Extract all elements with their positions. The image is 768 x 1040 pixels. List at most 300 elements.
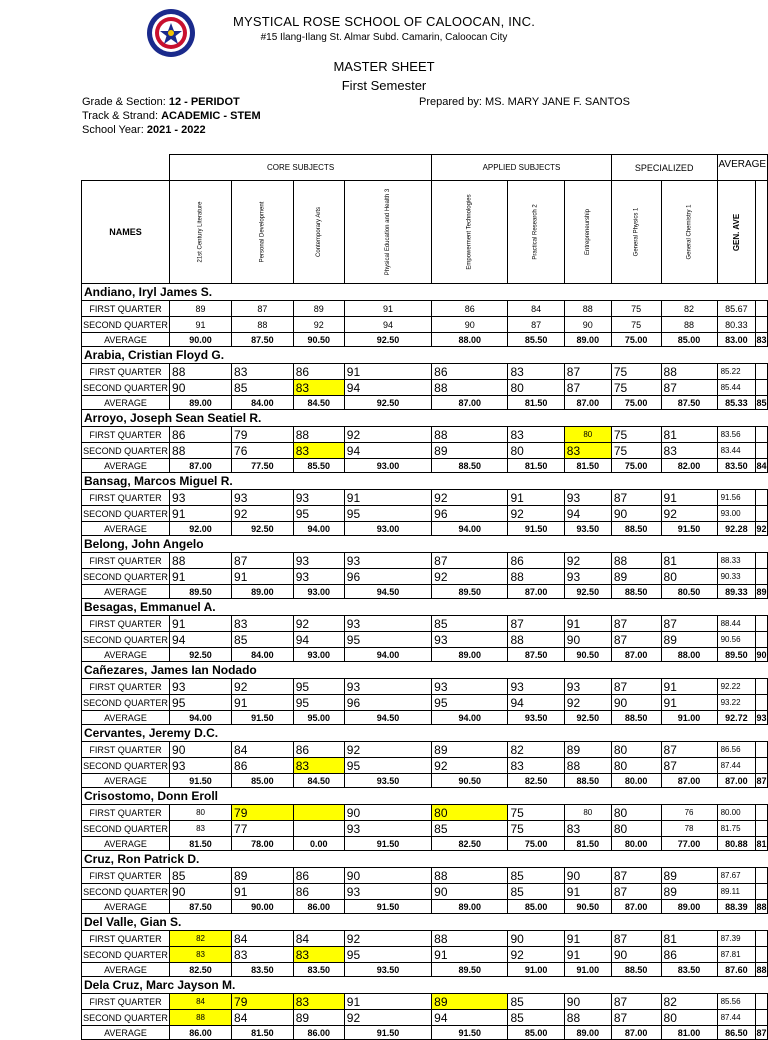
average-cell: 89.00 bbox=[564, 333, 611, 347]
quarter-average: 80.00 bbox=[717, 805, 756, 821]
average-label: AVERAGE bbox=[82, 1026, 170, 1040]
quarter-average: 87.67 bbox=[717, 868, 756, 884]
grade-cell: 88 bbox=[432, 427, 508, 443]
average-label: AVERAGE bbox=[82, 522, 170, 536]
final-grade-empty bbox=[756, 695, 768, 711]
grade-cell: 90 bbox=[611, 947, 661, 963]
grade-cell: 80 bbox=[661, 569, 717, 585]
average-cell: 89.50 bbox=[432, 585, 508, 599]
final-grade-empty bbox=[756, 947, 768, 963]
grade-cell: 88 bbox=[432, 868, 508, 884]
grade-cell: 87 bbox=[432, 553, 508, 569]
student-name: Besagas, Emmanuel A. bbox=[82, 599, 756, 616]
grade-cell: 93 bbox=[170, 679, 232, 695]
final-grade-empty bbox=[756, 632, 768, 648]
grade-cell: 91 bbox=[170, 616, 232, 632]
average-cell: 92.50 bbox=[232, 522, 294, 536]
second-quarter-row bbox=[82, 758, 768, 774]
student-name: Belong, John Angelo bbox=[82, 536, 756, 553]
final-grade-empty bbox=[756, 742, 768, 758]
grade-cell: 82 bbox=[508, 742, 564, 758]
grade-cell: 85 bbox=[508, 884, 564, 900]
final-grade-empty bbox=[756, 884, 768, 900]
grade-cell: 90 bbox=[611, 695, 661, 711]
grade-cell: 80 bbox=[508, 443, 564, 459]
grade-cell: 87 bbox=[661, 758, 717, 774]
average-cell: 88.00 bbox=[661, 648, 717, 662]
second-quarter-row bbox=[82, 947, 768, 963]
grade-cell: 92 bbox=[293, 616, 344, 632]
first-quarter-row bbox=[82, 868, 768, 884]
grade-cell: 87 bbox=[661, 742, 717, 758]
quarter-label: SECOND QUARTER bbox=[82, 821, 170, 837]
average-row bbox=[82, 459, 768, 473]
final-grade-empty bbox=[756, 427, 768, 443]
average-cell: 88.50 bbox=[611, 522, 661, 536]
grade-cell: 92 bbox=[564, 695, 611, 711]
average-cell: 87.50 bbox=[661, 396, 717, 410]
name-row-tail bbox=[756, 473, 768, 490]
second-quarter-row bbox=[82, 317, 768, 333]
average-cell: 80.50 bbox=[661, 585, 717, 599]
quarter-average: 86.56 bbox=[717, 742, 756, 758]
subject-header: Practical Research 2 bbox=[508, 181, 564, 284]
average-cell: 91.50 bbox=[661, 522, 717, 536]
second-quarter-row bbox=[82, 695, 768, 711]
student-rows bbox=[82, 284, 768, 1040]
grade-cell: 89 bbox=[611, 569, 661, 585]
quarter-average: 85.67 bbox=[717, 301, 756, 317]
group-header-row bbox=[82, 155, 768, 181]
average-cell: 91.50 bbox=[432, 1026, 508, 1040]
school-address: #15 Ilang-Ilang St. Almar Subd. Camarin, Caloocan City bbox=[260, 32, 508, 43]
average-cell: 88.00 bbox=[432, 333, 508, 347]
grade-cell: 80 bbox=[661, 1010, 717, 1026]
final-grade-empty bbox=[756, 679, 768, 695]
student-name-row bbox=[82, 725, 768, 742]
grade-cell: 88 bbox=[432, 380, 508, 396]
page-title: MASTER SHEET bbox=[333, 59, 435, 74]
grade-cell: 83 bbox=[508, 427, 564, 443]
average-cell: 80.00 bbox=[611, 837, 661, 851]
grade-cell: 93 bbox=[344, 884, 431, 900]
grade-cell: 86 bbox=[293, 884, 344, 900]
quarter-label: FIRST QUARTER bbox=[82, 490, 170, 506]
general-average: 92.28 bbox=[717, 522, 756, 536]
first-quarter-row bbox=[82, 490, 768, 506]
grade-cell: 93 bbox=[293, 553, 344, 569]
grade-cell: 83 bbox=[564, 443, 611, 459]
student-name-row bbox=[82, 851, 768, 868]
grade-cell: 88 bbox=[508, 569, 564, 585]
grade-cell: 93 bbox=[293, 490, 344, 506]
grade-cell: 89 bbox=[564, 742, 611, 758]
average-cell: 87.00 bbox=[432, 396, 508, 410]
student-name-row bbox=[82, 473, 768, 490]
quarter-label: FIRST QUARTER bbox=[82, 742, 170, 758]
name-row-tail bbox=[756, 284, 768, 301]
average-cell: 82.50 bbox=[508, 774, 564, 788]
student-name-row bbox=[82, 599, 768, 616]
grade-cell: 88 bbox=[232, 317, 294, 333]
final-grade-empty bbox=[756, 317, 768, 333]
subject-header: Contemporary Arts bbox=[293, 181, 344, 284]
average-cell: 81.50 bbox=[564, 837, 611, 851]
general-average: 86.50 bbox=[717, 1026, 756, 1040]
grade-cell: 93 bbox=[564, 569, 611, 585]
final-grade: 84 bbox=[756, 460, 767, 471]
grade-cell: 89 bbox=[293, 1010, 344, 1026]
average-cell: 89.00 bbox=[432, 900, 508, 914]
grade-cell: 80 bbox=[432, 805, 508, 821]
average-cell: 85.50 bbox=[293, 459, 344, 473]
student-name: Cervantes, Jeremy D.C. bbox=[82, 725, 756, 742]
general-average: 80.88 bbox=[717, 837, 756, 851]
grade-cell: 90 bbox=[170, 380, 232, 396]
average-cell: 91.50 bbox=[170, 774, 232, 788]
semester-label: First Semester bbox=[341, 78, 427, 93]
quarter-average: 87.81 bbox=[717, 947, 756, 963]
average-label: AVERAGE bbox=[82, 648, 170, 662]
average-cell: 81.50 bbox=[564, 459, 611, 473]
name-row-tail bbox=[756, 410, 768, 427]
grade-cell: 94 bbox=[432, 1010, 508, 1026]
grade-cell: 80 bbox=[564, 427, 611, 443]
average-cell: 91.50 bbox=[344, 1026, 431, 1040]
quarter-average: 89.11 bbox=[717, 884, 756, 900]
quarter-average: 85.22 bbox=[717, 364, 756, 380]
grade-cell: 91 bbox=[564, 947, 611, 963]
average-label: AVERAGE bbox=[82, 711, 170, 725]
grade-cell: 75 bbox=[611, 364, 661, 380]
grade-cell: 91 bbox=[661, 695, 717, 711]
grade-cell: 93 bbox=[344, 553, 431, 569]
grade-cell: 92 bbox=[432, 758, 508, 774]
average-label: AVERAGE bbox=[82, 774, 170, 788]
student-name: Crisostomo, Donn Eroll bbox=[82, 788, 756, 805]
grade-cell: 90 bbox=[564, 632, 611, 648]
grade-cell: 81 bbox=[661, 427, 717, 443]
average-cell: 90.50 bbox=[293, 333, 344, 347]
quarter-label: SECOND QUARTER bbox=[82, 569, 170, 585]
average-cell: 81.50 bbox=[232, 1026, 294, 1040]
quarter-average: 80.33 bbox=[717, 317, 756, 333]
grade-cell: 89 bbox=[661, 868, 717, 884]
grade-cell: 90 bbox=[564, 994, 611, 1010]
average-cell: 87.50 bbox=[508, 648, 564, 662]
grade-cell: 88 bbox=[661, 364, 717, 380]
first-quarter-row bbox=[82, 679, 768, 695]
quarter-average: 90.56 bbox=[717, 632, 756, 648]
student-name-row bbox=[82, 347, 768, 364]
school-name: MYSTICAL ROSE SCHOOL OF CALOOCAN, INC. bbox=[232, 14, 536, 29]
general-average: 83.50 bbox=[717, 459, 756, 473]
quarter-label: FIRST QUARTER bbox=[82, 364, 170, 380]
grade-cell: 84 bbox=[508, 301, 564, 317]
second-quarter-row bbox=[82, 632, 768, 648]
final-grade-empty bbox=[756, 616, 768, 632]
grade-cell: 96 bbox=[344, 569, 431, 585]
quarter-label: SECOND QUARTER bbox=[82, 443, 170, 459]
grade-cell: 87 bbox=[611, 1010, 661, 1026]
grade-cell: 85 bbox=[232, 380, 294, 396]
grade-cell: 91 bbox=[564, 884, 611, 900]
grade-cell: 83 bbox=[661, 443, 717, 459]
average-cell: 90.50 bbox=[564, 900, 611, 914]
grade-cell: 95 bbox=[344, 506, 431, 522]
grade-section: Grade & Section: 12 - PERIDOT bbox=[82, 96, 240, 108]
average-cell: 87.00 bbox=[508, 585, 564, 599]
average-row bbox=[82, 711, 768, 725]
average-cell: 84.00 bbox=[232, 396, 294, 410]
grade-cell: 85 bbox=[508, 994, 564, 1010]
final-grade: 88 bbox=[756, 964, 767, 975]
grade-cell: 78 bbox=[661, 821, 717, 837]
grade-cell: 93 bbox=[564, 679, 611, 695]
name-row-tail bbox=[756, 788, 768, 805]
average-cell: 87.50 bbox=[170, 900, 232, 914]
quarter-average: 87.44 bbox=[717, 758, 756, 774]
grade-cell: 80 bbox=[508, 380, 564, 396]
quarter-average: 81.75 bbox=[717, 821, 756, 837]
grade-cell: 83 bbox=[293, 758, 344, 774]
grade-cell: 93 bbox=[564, 490, 611, 506]
average-cell: 89.00 bbox=[564, 1026, 611, 1040]
final-grade-empty bbox=[756, 805, 768, 821]
grade-cell: 92 bbox=[508, 947, 564, 963]
grade-cell: 88 bbox=[170, 364, 232, 380]
grade-cell: 86 bbox=[432, 364, 508, 380]
quarter-average: 83.56 bbox=[717, 427, 756, 443]
grade-cell: 77 bbox=[232, 821, 294, 837]
grade-cell: 91 bbox=[170, 506, 232, 522]
grade-cell: 92 bbox=[344, 1010, 431, 1026]
final-grade-empty bbox=[756, 506, 768, 522]
grade-cell: 88 bbox=[508, 632, 564, 648]
general-average: 87.00 bbox=[717, 774, 756, 788]
average-cell: 92.50 bbox=[564, 585, 611, 599]
grade-cell: 75 bbox=[611, 427, 661, 443]
average-cell: 94.00 bbox=[293, 522, 344, 536]
grade-cell: 87 bbox=[564, 380, 611, 396]
grade-cell: 91 bbox=[661, 490, 717, 506]
average-cell: 94.50 bbox=[344, 711, 431, 725]
final-grade-empty bbox=[756, 931, 768, 947]
average-row bbox=[82, 522, 768, 536]
grade-cell: 91 bbox=[232, 884, 294, 900]
grade-cell: 75 bbox=[611, 317, 661, 333]
average-cell: 92.50 bbox=[344, 333, 431, 347]
subject-header: Physical Education and Health 3 bbox=[344, 181, 431, 284]
quarter-average: 83.44 bbox=[717, 443, 756, 459]
grade-cell: 87 bbox=[661, 380, 717, 396]
average-cell: 75.00 bbox=[611, 333, 661, 347]
student-name-row bbox=[82, 977, 768, 994]
average-cell: 94.50 bbox=[344, 585, 431, 599]
average-cell: 82.00 bbox=[661, 459, 717, 473]
final-grade: 87 bbox=[756, 1027, 767, 1038]
grade-cell: 92 bbox=[344, 931, 431, 947]
grade-cell: 83 bbox=[293, 947, 344, 963]
first-quarter-row bbox=[82, 364, 768, 380]
quarter-label: SECOND QUARTER bbox=[82, 695, 170, 711]
first-quarter-row bbox=[82, 427, 768, 443]
grade-cell: 87 bbox=[564, 364, 611, 380]
student-name: Del Valle, Gian S. bbox=[82, 914, 756, 931]
grade-cell: 88 bbox=[170, 443, 232, 459]
average-cell: 93.00 bbox=[293, 648, 344, 662]
grade-cell: 86 bbox=[661, 947, 717, 963]
final-grade-empty bbox=[756, 301, 768, 317]
final-grade: 90 bbox=[756, 649, 767, 660]
average-cell: 90.50 bbox=[564, 648, 611, 662]
average-cell: 78.00 bbox=[232, 837, 294, 851]
grade-cell: 79 bbox=[232, 427, 294, 443]
grade-cell: 95 bbox=[293, 679, 344, 695]
average-label: AVERAGE bbox=[82, 459, 170, 473]
grade-cell: 90 bbox=[170, 884, 232, 900]
grade-cell: 93 bbox=[344, 821, 431, 837]
average-cell: 85.00 bbox=[661, 333, 717, 347]
grade-cell: 95 bbox=[293, 695, 344, 711]
first-quarter-row bbox=[82, 616, 768, 632]
grade-cell: 80 bbox=[611, 758, 661, 774]
grade-cell: 89 bbox=[432, 742, 508, 758]
general-average: 85.33 bbox=[717, 396, 756, 410]
quarter-label: FIRST QUARTER bbox=[82, 301, 170, 317]
grade-cell: 92 bbox=[432, 490, 508, 506]
quarter-label: SECOND QUARTER bbox=[82, 380, 170, 396]
subject-header-row bbox=[82, 181, 768, 284]
average-cell: 92.50 bbox=[344, 396, 431, 410]
average-cell: 86.00 bbox=[293, 900, 344, 914]
grade-cell: 90 bbox=[611, 506, 661, 522]
subject-header: Empowerment Technologies bbox=[432, 181, 508, 284]
grade-cell: 83 bbox=[293, 994, 344, 1010]
grade-cell bbox=[293, 805, 344, 821]
master-sheet-table bbox=[81, 154, 768, 1040]
quarter-label: SECOND QUARTER bbox=[82, 884, 170, 900]
student-name-row bbox=[82, 536, 768, 553]
student-name-row bbox=[82, 662, 768, 679]
final-grade-empty bbox=[756, 490, 768, 506]
grade-cell: 96 bbox=[432, 506, 508, 522]
average-cell: 77.00 bbox=[661, 837, 717, 851]
grade-cell: 83 bbox=[293, 443, 344, 459]
average-cell: 91.00 bbox=[661, 711, 717, 725]
student-name-row bbox=[82, 284, 768, 301]
grade-cell: 90 bbox=[564, 317, 611, 333]
general-average: 87.60 bbox=[717, 963, 756, 977]
quarter-label: FIRST QUARTER bbox=[82, 616, 170, 632]
student-name-row bbox=[82, 410, 768, 427]
grade-cell: 82 bbox=[661, 301, 717, 317]
subject-header: 21st Century Literature bbox=[170, 181, 232, 284]
student-name: Arroyo, Joseph Sean Seatiel R. bbox=[82, 410, 756, 427]
average-cell: 82.50 bbox=[432, 837, 508, 851]
average-cell: 84.00 bbox=[232, 648, 294, 662]
final-grade: 83 bbox=[756, 334, 767, 345]
grade-cell: 89 bbox=[170, 301, 232, 317]
grade-cell: 83 bbox=[232, 947, 294, 963]
grade-cell: 93 bbox=[170, 758, 232, 774]
grade-cell: 92 bbox=[344, 427, 431, 443]
quarter-average: 88.44 bbox=[717, 616, 756, 632]
average-cell: 93.00 bbox=[344, 459, 431, 473]
general-average: 92.72 bbox=[717, 711, 756, 725]
average-cell: 92.50 bbox=[564, 711, 611, 725]
average-cell: 94.00 bbox=[432, 711, 508, 725]
final-grade: 87 bbox=[756, 775, 767, 786]
average-cell: 90.50 bbox=[432, 774, 508, 788]
average-cell: 85.00 bbox=[508, 900, 564, 914]
average-row bbox=[82, 333, 768, 347]
quarter-average: 85.44 bbox=[717, 380, 756, 396]
name-row-tail bbox=[756, 662, 768, 679]
grade-cell: 83 bbox=[232, 616, 294, 632]
general-average: 88.39 bbox=[717, 900, 756, 914]
grade-cell: 83 bbox=[170, 947, 232, 963]
grade-cell: 87 bbox=[611, 616, 661, 632]
grade-cell: 94 bbox=[508, 695, 564, 711]
average-cell: 88.50 bbox=[432, 459, 508, 473]
grade-cell: 76 bbox=[232, 443, 294, 459]
final-grade: 92 bbox=[756, 523, 767, 534]
grade-cell: 84 bbox=[293, 931, 344, 947]
average-cell: 93.50 bbox=[344, 774, 431, 788]
quarter-average: 91.56 bbox=[717, 490, 756, 506]
average-cell: 88.50 bbox=[611, 585, 661, 599]
quarter-average: 93.22 bbox=[717, 695, 756, 711]
grade-cell: 80 bbox=[170, 805, 232, 821]
final-grade-empty bbox=[756, 364, 768, 380]
average-cell: 75.00 bbox=[611, 459, 661, 473]
average-cell: 89.00 bbox=[661, 900, 717, 914]
grade-cell: 92 bbox=[508, 506, 564, 522]
grade-cell: 87 bbox=[611, 679, 661, 695]
grade-cell bbox=[293, 821, 344, 837]
grade-cell: 94 bbox=[344, 317, 431, 333]
grade-cell: 83 bbox=[564, 821, 611, 837]
grade-cell: 90 bbox=[432, 884, 508, 900]
quarter-average: 85.56 bbox=[717, 994, 756, 1010]
specialized-header: SPECIALIZED bbox=[611, 155, 717, 181]
final-grade-empty bbox=[756, 994, 768, 1010]
quarter-label: SECOND QUARTER bbox=[82, 632, 170, 648]
final-grade: 93 bbox=[756, 712, 767, 723]
final-grade-empty bbox=[756, 380, 768, 396]
average-cell: 80.00 bbox=[611, 774, 661, 788]
grade-cell: 89 bbox=[661, 884, 717, 900]
average-label: AVERAGE bbox=[82, 900, 170, 914]
average-label: AVERAGE bbox=[82, 585, 170, 599]
grade-cell: 92 bbox=[232, 506, 294, 522]
grade-cell: 89 bbox=[232, 868, 294, 884]
average-cell: 90.00 bbox=[170, 333, 232, 347]
grade-cell: 88 bbox=[564, 1010, 611, 1026]
grade-cell: 87 bbox=[661, 616, 717, 632]
grade-cell: 82 bbox=[170, 931, 232, 947]
grade-cell: 88 bbox=[170, 1010, 232, 1026]
average-cell: 92.50 bbox=[170, 648, 232, 662]
first-quarter-row bbox=[82, 931, 768, 947]
quarter-average: 87.39 bbox=[717, 931, 756, 947]
grade-cell: 88 bbox=[661, 317, 717, 333]
grade-cell: 95 bbox=[432, 695, 508, 711]
subject-header: Entrepreneurship bbox=[564, 181, 611, 284]
grade-cell: 94 bbox=[344, 380, 431, 396]
grade-cell: 93 bbox=[432, 632, 508, 648]
